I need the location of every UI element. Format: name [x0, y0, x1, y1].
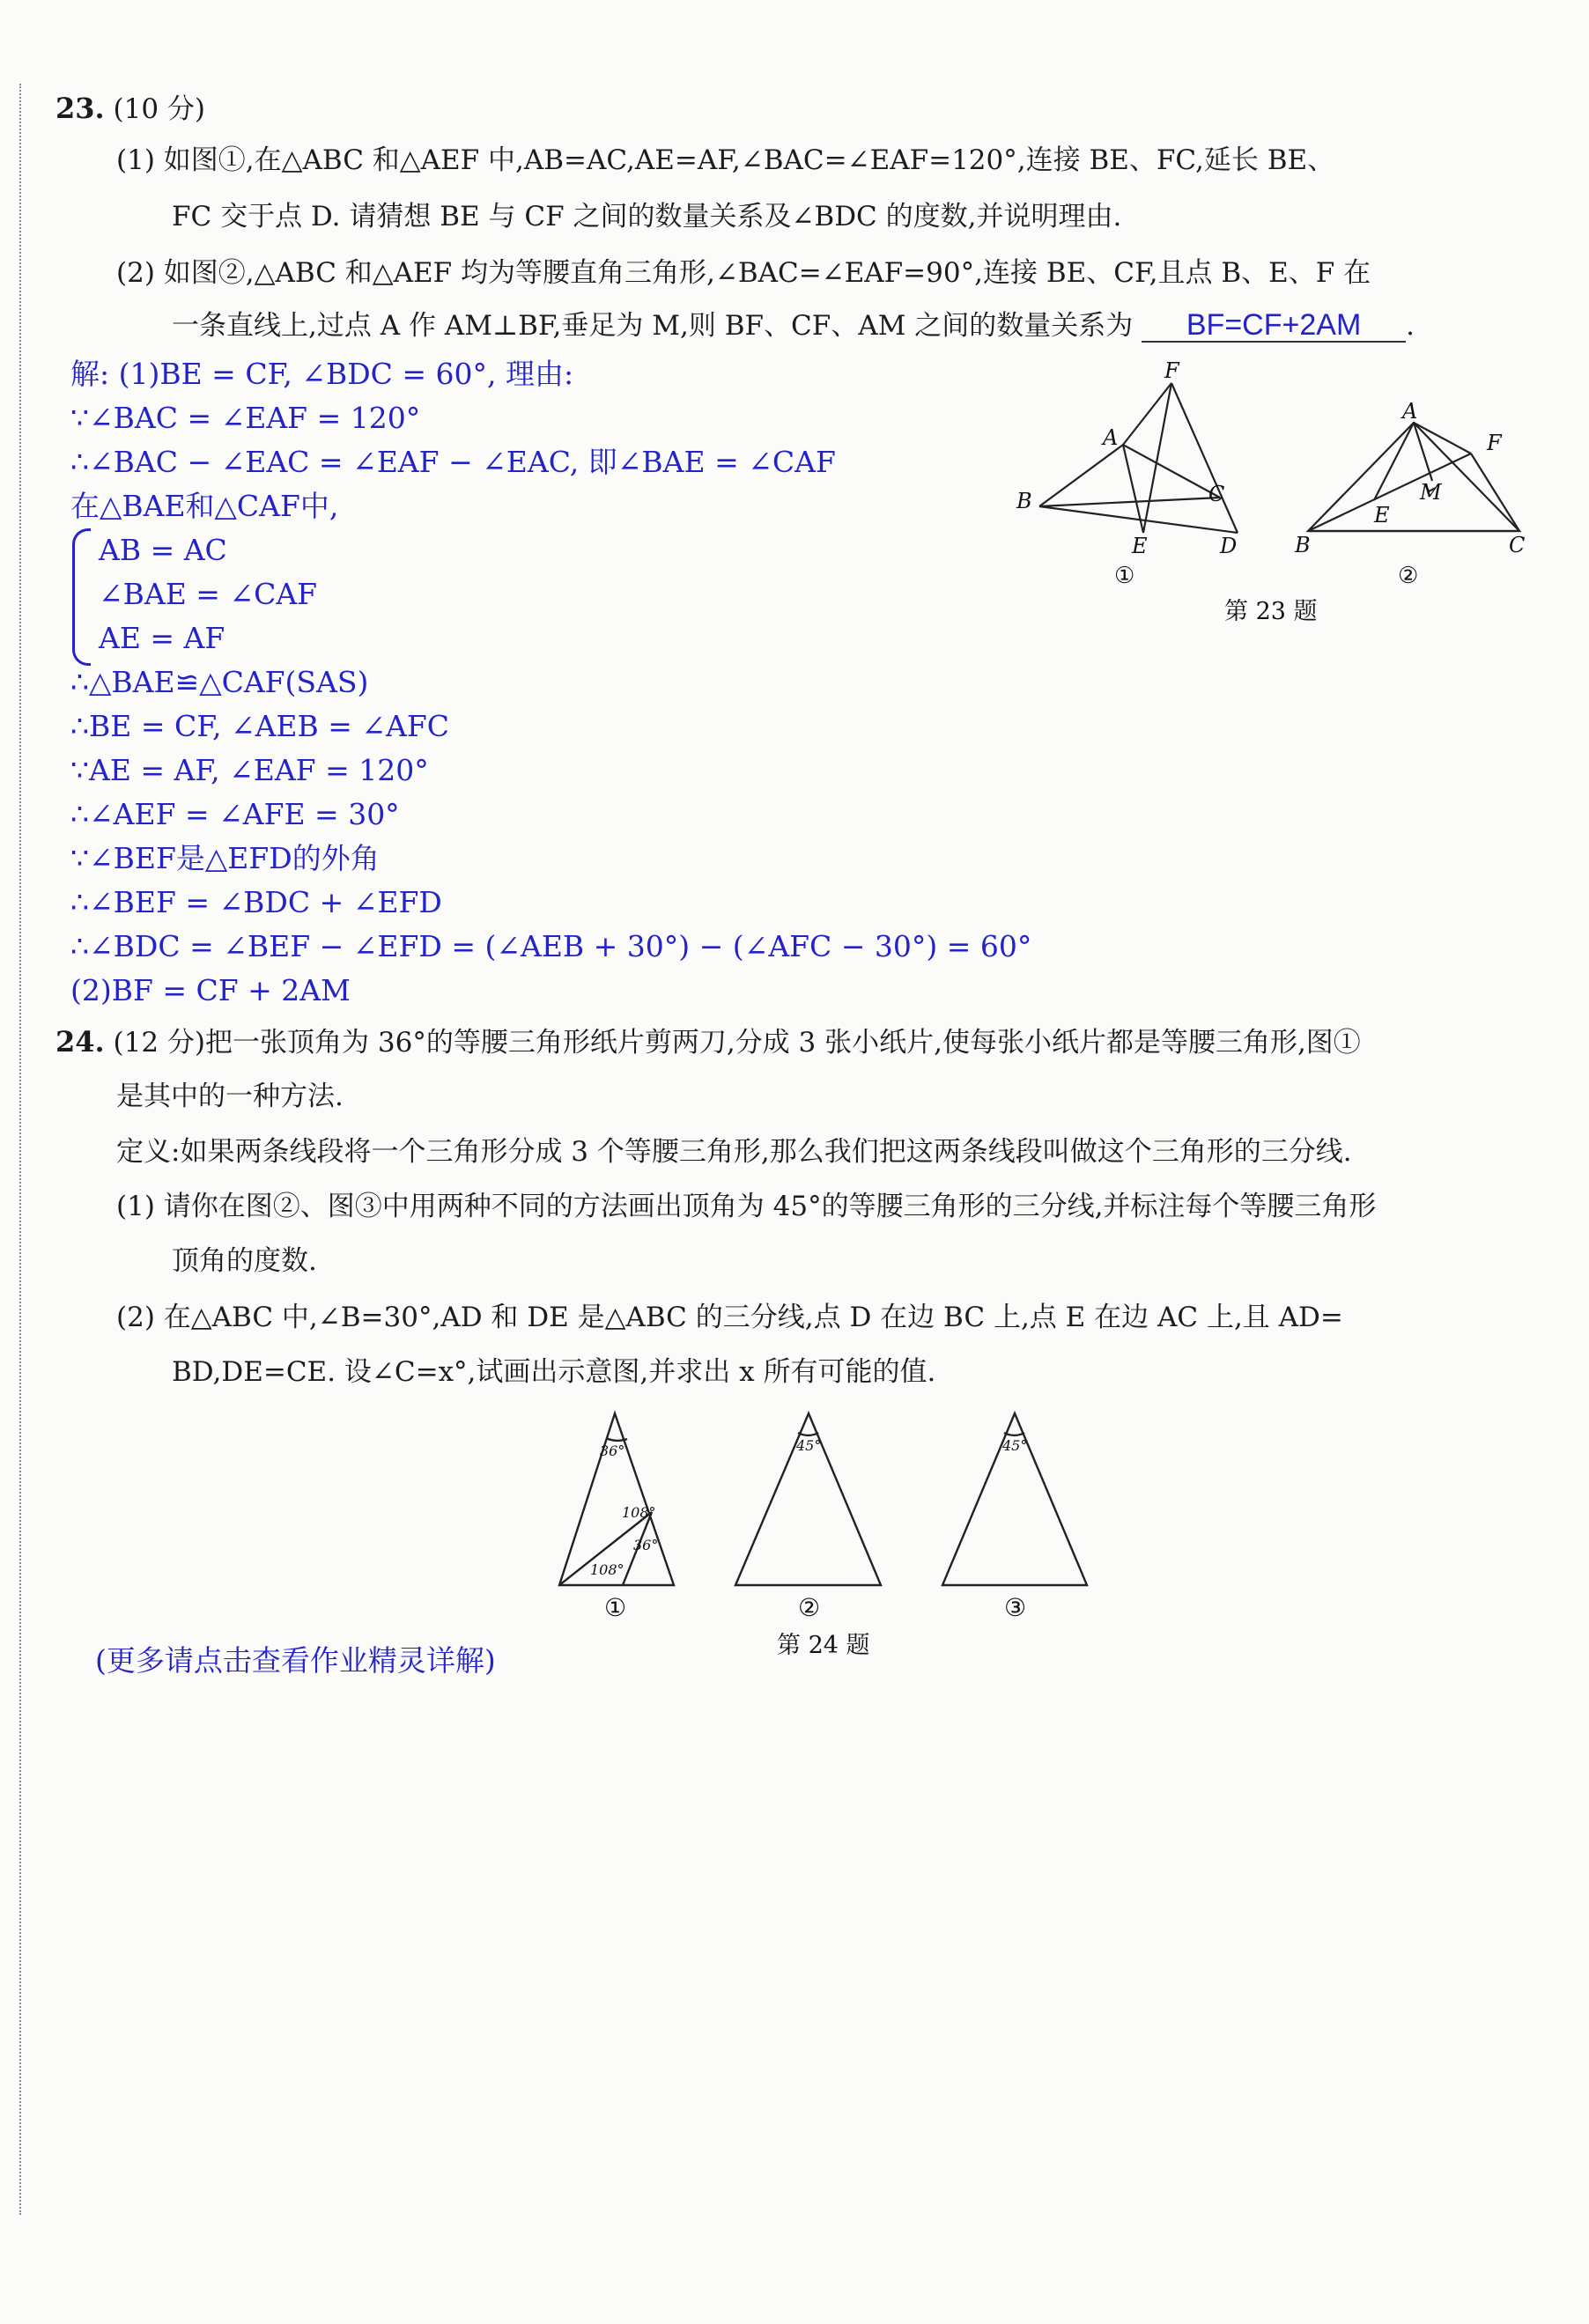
- fig24-t1-right: 36°: [633, 1537, 659, 1553]
- fig24-t1-mid: 108°: [622, 1504, 656, 1521]
- solution-line-7: AE = AF: [99, 621, 225, 655]
- q23-number: 23.: [55, 92, 105, 125]
- fig23-label-F2: F: [1487, 431, 1502, 455]
- q24-intro: (12 分)把一张顶角为 36°的等腰三角形纸片剪两刀,分成 3 张小纸片,使每张小纸片都是等腰三角形,图①: [113, 1027, 1361, 1059]
- fig24-t1-apex: 36°: [600, 1442, 625, 1459]
- q23-period: .: [1406, 310, 1415, 342]
- solution-line-3: ∴∠BAC − ∠EAC = ∠EAF − ∠EAC, 即∠BAE = ∠CAF: [70, 445, 836, 479]
- fig23-label-C2: C: [1509, 533, 1526, 557]
- solution-line-10: ∵AE = AF, ∠EAF = 120°: [70, 753, 429, 787]
- solution-line-6: ∠BAE = ∠CAF: [99, 577, 318, 611]
- q23-score: (10 分): [113, 93, 206, 125]
- fig23-num-2: ②: [1398, 563, 1419, 589]
- q24-part1-line2: 顶角的度数.: [172, 1245, 317, 1277]
- fig23-label-C1: C: [1208, 482, 1225, 506]
- q23-part2-line1: (2) 如图②,△ABC 和△AEF 均为等腰直角三角形,∠BAC=∠EAF=90°,连接 BE、CF,且点 B、E、F 在: [116, 257, 1371, 289]
- q24-line1: [55, 1024, 1361, 1060]
- solution-line-2: ∵∠BAC = ∠EAF = 120°: [70, 401, 421, 435]
- q23-part2-line2: [172, 308, 1415, 343]
- q23-part2-text: 一条直线上,过点 A 作 AM⊥BF,垂足为 M,则 BF、CF、AM 之间的数量关系为: [172, 310, 1134, 342]
- fig24-t3-apex: 45°: [1002, 1437, 1028, 1454]
- fig24-t2-apex: 45°: [796, 1437, 822, 1454]
- figure-24: [546, 1405, 1119, 1669]
- solution-line-13: ∴∠BEF = ∠BDC + ∠EFD: [70, 885, 442, 919]
- figure-23: [1004, 357, 1550, 647]
- fig24-num-3: ③: [1004, 1593, 1027, 1622]
- more-details-link[interactable]: (更多请点击查看作业精灵详解): [95, 1643, 496, 1678]
- solution-line-15: (2)BF = CF + 2AM: [70, 973, 351, 1007]
- q24-part2-line2: BD,DE=CE. 设∠C=x°,试画出示意图,并求出 x 所有可能的值.: [172, 1356, 936, 1388]
- fig23-label-D1: D: [1220, 534, 1238, 558]
- solution-line-14: ∴∠BDC = ∠BEF − ∠EFD = (∠AEB + 30°) − (∠AFC − 30°) = 60°: [70, 929, 1032, 963]
- fig23-label-A2: A: [1402, 399, 1418, 424]
- q24-line2: 是其中的一种方法.: [116, 1081, 344, 1112]
- fig24-caption: 第 24 题: [777, 1632, 870, 1659]
- fig24-num-2: ②: [798, 1593, 821, 1622]
- fig23-label-A1: A: [1103, 425, 1119, 450]
- solution-line-4: 在△BAE和△CAF中,: [70, 489, 339, 523]
- system-brace: [72, 528, 91, 666]
- solution-line-9: ∴BE = CF, ∠AEB = ∠AFC: [70, 709, 450, 743]
- solution-line-8: ∴△BAE≌△CAF(SAS): [70, 665, 369, 699]
- fig23-label-E2: E: [1374, 503, 1390, 528]
- q24-definition: 定义:如果两条线段将一个三角形分成 3 个等腰三角形,那么我们把这两条线段叫做这个三角形的三分线.: [116, 1136, 1352, 1168]
- fig23-label-E1: E: [1132, 534, 1148, 558]
- fig24-t1-bottom: 108°: [590, 1561, 625, 1578]
- fig23-label-F1: F: [1164, 358, 1179, 383]
- solution-line-5: AB = AC: [99, 533, 227, 567]
- fig23-label-B1: B: [1016, 489, 1032, 513]
- solution-line-11: ∴∠AEF = ∠AFE = 30°: [70, 797, 400, 831]
- solution-line-1: 解: (1)BE = CF, ∠BDC = 60°, 理由:: [70, 357, 574, 391]
- q24-number: 24.: [55, 1025, 105, 1059]
- q23-header: [55, 91, 205, 127]
- fig23-label-B2: B: [1295, 533, 1311, 557]
- margin-dotted-line: [19, 84, 21, 2215]
- q24-part2-line1: (2) 在△ABC 中,∠B=30°,AD 和 DE 是△ABC 的三分线,点 D 在边 BC 上,点 E 在边 AC 上,且 AD=: [116, 1302, 1343, 1333]
- q23-answer-blank: BF=CF+2AM: [1142, 309, 1406, 343]
- fig23-caption: 第 23 题: [1224, 598, 1318, 625]
- q23-part1-line2: FC 交于点 D. 请猜想 BE 与 CF 之间的数量关系及∠BDC 的度数,并说明理由.: [172, 201, 1122, 232]
- solution-line-12: ∵∠BEF是△EFD的外角: [70, 841, 380, 875]
- q24-part1-line1: (1) 请你在图②、图③中用两种不同的方法画出顶角为 45°的等腰三角形的三分线,并标注每个等腰三角形: [116, 1191, 1377, 1222]
- fig23-num-1: ①: [1114, 563, 1135, 589]
- fig24-num-1: ①: [604, 1593, 627, 1622]
- fig23-label-M2: M: [1420, 480, 1442, 505]
- q23-part1-line1: (1) 如图①,在△ABC 和△AEF 中,AB=AC,AE=AF,∠BAC=∠EAF=120°,连接 BE、FC,延长 BE、: [116, 144, 1335, 176]
